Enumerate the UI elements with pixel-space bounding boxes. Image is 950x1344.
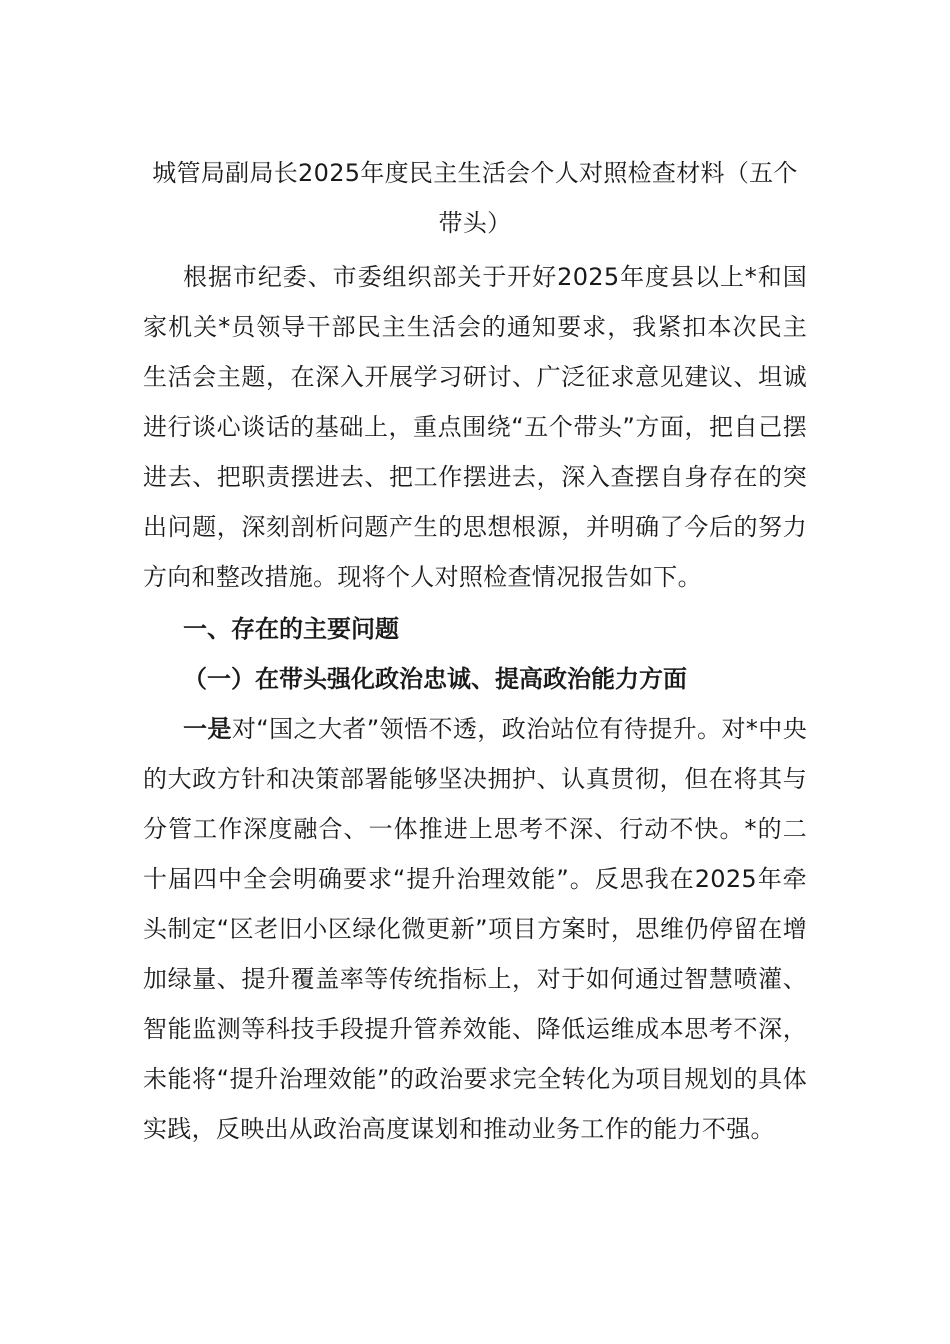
subsection-heading: （一）在带头强化政治忠诚、提高政治能力方面 [183,665,687,693]
section-heading: 一、存在的主要问题 [183,615,399,643]
intro-paragraph: 根据市纪委、市委组织部关于开好2025年度县以上*和国家机关*员领导干部民主生活会的通知要求，我紧扣本次民主生活会主题，在深入开展学习研讨、广泛征求意见建议、坦诚进行谈心谈话的基础上，重点围绕“五个带头”方面，把自己摆进去、把职责摆进去、把工作摆进去，深入查摆自身存在的突出问题，深刻剖析问题产生的思想根源，并明确了今后的努力方向和整改措施。现将个人对照检查情况报告如下。 [143,263,807,591]
point-paragraph [143,704,807,1154]
point-lead: 一是 [183,715,232,743]
point-text: 对“国之大者”领悟不透，政治站位有待提升。对*中央的大政方针和决策部署能够坚决拥护、认真贯彻，但在将其与分管工作深度融合、一体推进上思考不深、行动不快。*的二十届四中全会明确要求“提升治理效能”。反思我在2025年牵头制定“区老旧小区绿化微更新”项目方案时，思维仍停留在增加绿量、提升覆盖率等传统指标上，对于如何通过智慧喷灌、智能监测等科技手段提升管养效能、降低运维成本思考不深，未能将“提升治理效能”的政治要求完全转化为项目规划的具体实践，反映出从政治高度谋划和推动业务工作的能力不强。 [143,715,807,1143]
document-title: 城管局副局长2025年度民主生活会个人对照检查材料（五个带头） [152,159,798,237]
